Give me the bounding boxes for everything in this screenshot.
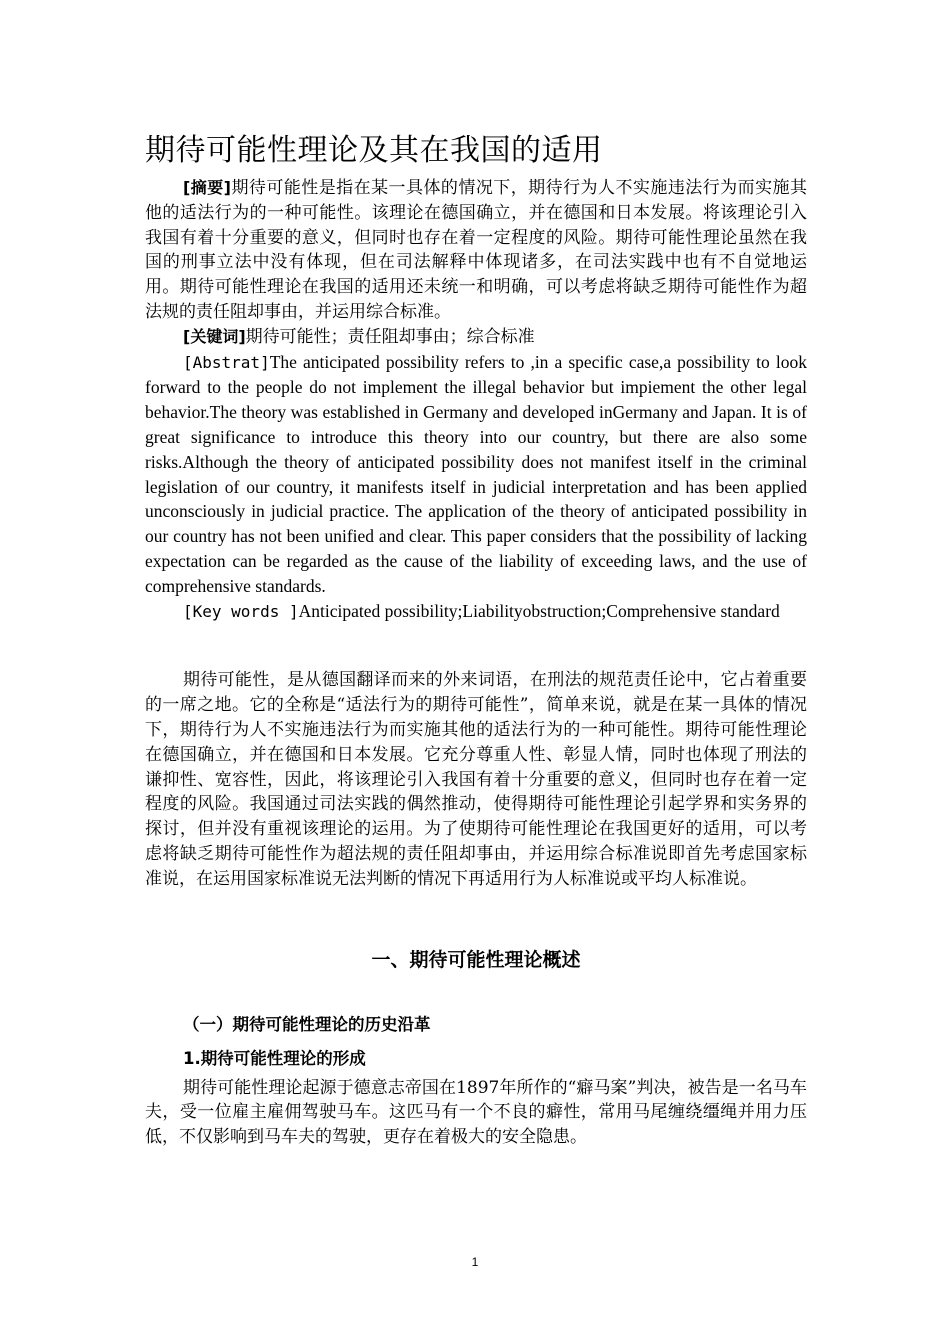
keywords-en-label: [Key words ]: [183, 601, 299, 621]
subsection-heading: （一）期待可能性理论的历史沿革: [183, 1014, 431, 1034]
paper-title: 期待可能性理论及其在我国的适用: [145, 133, 603, 168]
page-number: 1: [471, 1255, 479, 1269]
keywords-en-text: Anticipated possibility;Liabilityobstruction;Comprehensive standard: [298, 600, 780, 621]
intro-paragraph: 期待可能性，是从德国翻译而来的外来词语，在刑法的规范责任论中，它占着重要的一席之地。它的全称是“适法行为的期待可能性”，简单来说，就是在某一具体的情况下，期待行为人不实施违法行为而实施其他的适法行为的一种可能性。期待可能性理论在德国确立，并在德国和日本发展。它充分尊重人性、彰显人情，同时也体现了刑法的谦抑性、宽容性，因此，将该理论引入我国有着十分重要的意义，但同时也存在着一定程度的风险。我国通过司法实践的偶然推动，使得期待可能性理论引起学界和实务界的探讨，但并没有重视该理论的运用。为了使期待可能性理论在我国更好的适用，可以考虑将缺乏期待可能性作为超法规的责任阻却事由，并运用综合标准说即首先考虑国家标准说，在运用国家标准说无法判断的情况下再适用行为人标准说或平均人标准说。: [145, 670, 807, 889]
abstract-en-text: The anticipated possibility refers to ,in a specific case,a possibility to look forward to the people do not implement the illegal behavior but impiement the other legal behavior.The theory was established in Germany and developed inGermany and Japan. It is of great significance to introduce this theory into our country, but there are also some risks.Although the theory of anticipated possibility does not manifest itself in the criminal legislation of our country, it manifests itself in judicial interpretation and has been applied unconsciously in judicial practice. The application of the theory of anticipated possibility in our country has not been unified and clear. This paper considers that the possibility of lacking expectation can be regarded as the cause of the liability of exceeding laws, and the use of comprehensive standards.: [145, 351, 807, 596]
abstract-cn-label: [摘要]: [183, 178, 231, 197]
keywords-cn-label: [关键词]: [183, 326, 246, 346]
abstract-en: [145, 350, 807, 599]
section-gap: [145, 624, 807, 668]
abstract-en-label: [Abstrat]: [183, 352, 270, 372]
page-content: [145, 128, 807, 1150]
abstract-cn: [145, 176, 807, 325]
keywords-cn: [145, 325, 807, 350]
subsubsection-heading: 1.期待可能性理论的形成: [183, 1048, 366, 1068]
body-paragraph: 期待可能性理论起源于德意志帝国在1897年所作的“癖马案”判决，被告是一名马车夫，受一位雇主雇佣驾驶马车。这匹马有一个不良的癖性，常用马尾缠绕缰绳并用力压低，不仅影响到马车夫的驾驶，更存在着极大的安全隐患。: [145, 1077, 807, 1148]
abstract-cn-text: 期待可能性是指在某一具体的情况下，期待行为人不实施违法行为而实施其他的适法行为的一种可能性。该理论在德国确立，并在德国和日本发展。将该理论引入我国有着十分重要的意义，但同时也存在着一定程度的风险。期待可能性理论虽然在我国的刑事立法中没有体现，但在司法解释中体现诸多，在司法实践中也有不自觉地运用。期待可能性理论在我国的适用还未统一和明确，可以考虑将缺乏期待可能性作为超法规的责任阻却事由，并运用综合标准。: [145, 178, 807, 322]
section-heading: 一、期待可能性理论概述: [371, 948, 581, 971]
keywords-cn-text: 期待可能性；责任阻却事由；综合标准: [245, 326, 535, 347]
keywords-en: [145, 599, 807, 625]
